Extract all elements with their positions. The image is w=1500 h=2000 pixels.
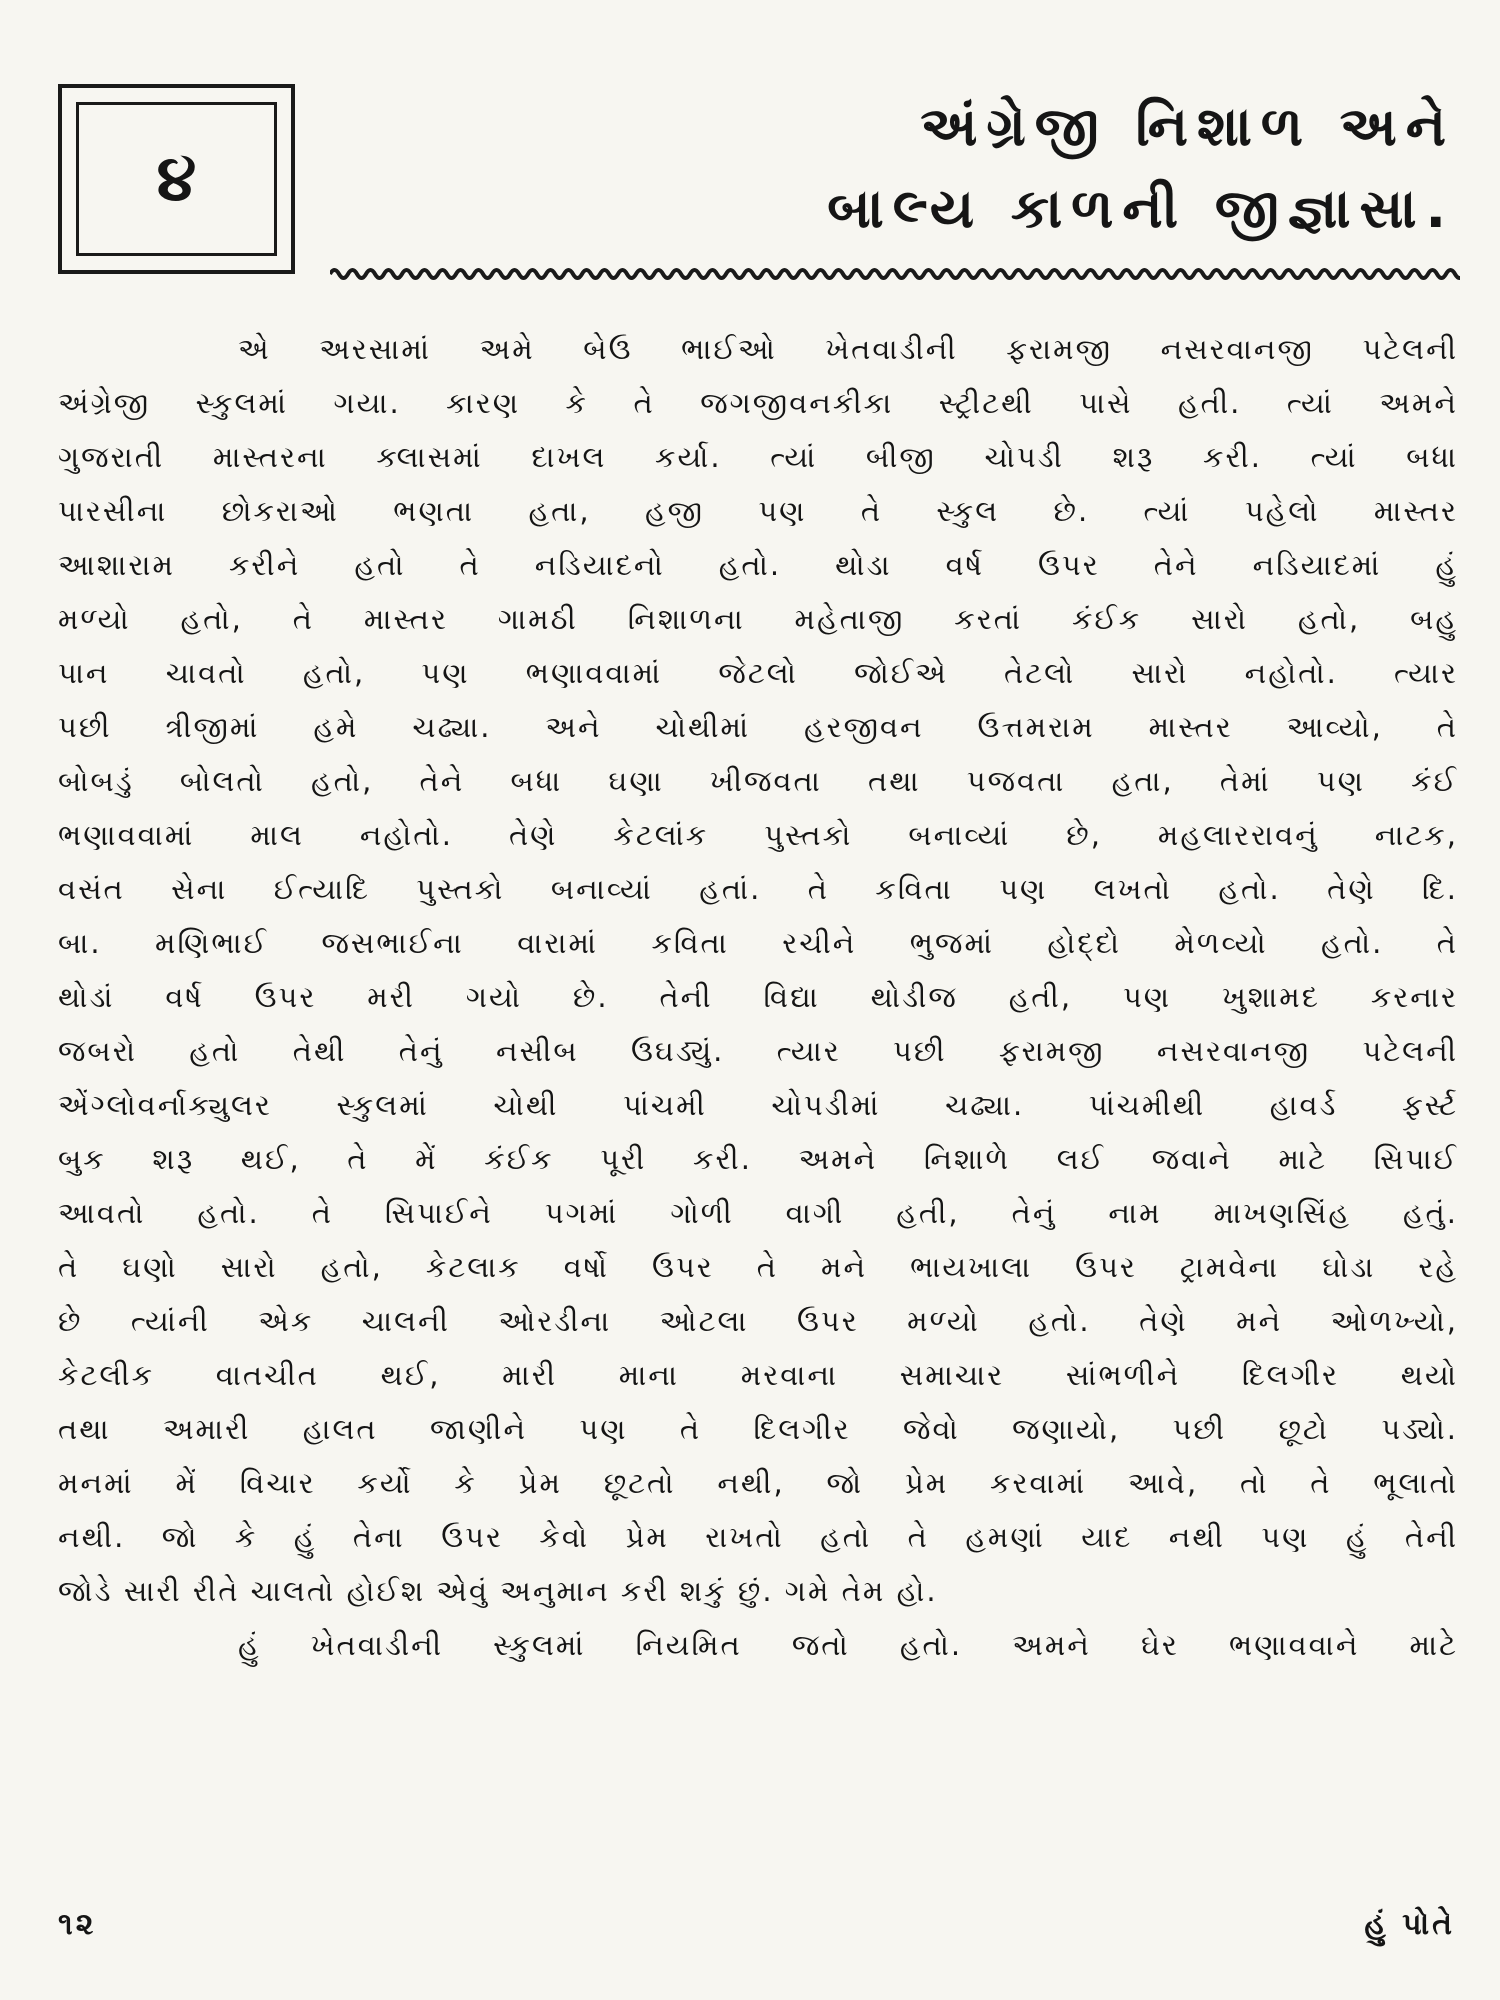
chapter-number: ૪ (156, 142, 197, 216)
paragraph-line: મનમાં મેં વિચાર કર્યો કે પ્રેમ છૂટતો નથી, જો પ્રેમ કરવામાં આવે, તો તે ભૂલાતો (58, 1466, 1458, 1500)
page-number: ૧૨ (58, 1907, 97, 1942)
paragraph-line: બા. મણિભાઈ જસભાઈના વારામાં કવિતા રચીને ભુજમાં હોદ્દો મેળવ્યો હતો. તે (58, 926, 1458, 960)
paragraph-line: એ અરસામાં અમે બેઉ ભાઈઓ ખેતવાડીની ફરામજી નસરવાનજી પટેલની (238, 332, 1458, 366)
paragraph-line: પાન ચાવતો હતો, પણ ભણાવવામાં જેટલો જોઈએ તેટલો સારો નહોતો. ત્યાર (58, 656, 1458, 690)
paragraph-line: આવતો હતો. તે સિપાઈને પગમાં ગોળી વાગી હતી, તેનું નામ માખણસિંહ હતું. (58, 1196, 1458, 1230)
paragraph-line: જબરો હતો તેથી તેનું નસીબ ઉઘડ્યું. ત્યાર પછી ફરામજી નસરવાનજી પટેલની (58, 1034, 1458, 1068)
chapter-number-box (58, 84, 295, 274)
paragraph-line: કેટલીક વાતચીત થઈ, મારી માના મરવાના સમાચાર સાંભળીને દિલગીર થયો (58, 1358, 1458, 1392)
paragraph-line: એંગ્લોવર્નાક્યુલર સ્કુલમાં ચોથી પાંચમી ચોપડીમાં ચઢ્યા. પાંચમીથી હાવર્ડ ફર્સ્ટ (58, 1088, 1458, 1122)
paragraph-line: આશારામ કરીને હતો તે નડિયાદનો હતો. થોડા વર્ષ ઉપર તેને નડિયાદમાં હું (58, 548, 1458, 582)
paragraph-line: અંગ્રેજી સ્કુલમાં ગયા. કારણ કે તે જગજીવનકીકા સ્ટ્રીટથી પાસે હતી. ત્યાં અમને (58, 386, 1458, 420)
paragraph-line: થોડાં વર્ષ ઉપર મરી ગયો છે. તેની વિદ્યા થોડીજ હતી, પણ ખુશામદ કરનાર (58, 980, 1458, 1014)
paragraph-line: તથા અમારી હાલત જાણીને પણ તે દિલગીર જેવો જણાયો, પછી છૂટો પડ્યો. (58, 1412, 1458, 1446)
paragraph-line: તે ઘણો સારો હતો, કેટલાક વર્ષો ઉપર તે મને ભાયખાલા ઉપર ટ્રામવેના ઘોડા રહે (58, 1250, 1458, 1284)
running-footer-title: હું પોતે (1364, 1907, 1455, 1942)
paragraph-line: વસંત સેના ઈત્યાદિ પુસ્તકો બનાવ્યાં હતાં. તે કવિતા પણ લખતો હતો. તેણે દિ. (58, 872, 1458, 906)
paragraph-line-last: જોડે સારી રીતે ચાલતો હોઈશ એવું અનુમાન કરી શકું છું. ગમે તેમ હો. (58, 1574, 938, 1608)
paragraph-line: પારસીના છોકરાઓ ભણતા હતા, હજી પણ તે સ્કુલ છે. ત્યાં પહેલો માસ્તર (58, 494, 1458, 528)
paragraph-line: નથી. જો કે હું તેના ઉપર કેવો પ્રેમ રાખતો હતો તે હમણાં યાદ નથી પણ હું તેની (58, 1520, 1458, 1554)
chapter-title-line-1: અંગ્રેજી નિશાળ અને (920, 95, 1455, 158)
chapter-title (355, 86, 1455, 250)
body-text (58, 322, 1458, 1672)
paragraph-line: મળ્યો હતો, તે માસ્તર ગામઠી નિશાળના મહેતાજી કરતાં કંઈક સારો હતો, બહુ (58, 602, 1458, 636)
chapter-number-inner-frame (76, 102, 277, 256)
paragraph-line: ભણાવવામાં માલ નહોતો. તેણે કેટલાંક પુસ્તકો બનાવ્યાં છે, મહલારરાવનું નાટક, (58, 818, 1458, 852)
paragraph-line: પછી ત્રીજીમાં હમે ચઢ્યા. અને ચોથીમાં હરજીવન ઉત્તમરામ માસ્તર આવ્યો, તે (58, 710, 1458, 744)
wavy-divider (330, 262, 1460, 286)
paragraph-line: બુક શરૂ થઈ, તે મેં કંઈક પૂરી કરી. અમને નિશાળે લઈ જવાને માટે સિપાઈ (58, 1142, 1458, 1176)
paragraph-line: હું ખેતવાડીની સ્કુલમાં નિયમિત જતો હતો. અમને ઘેર ભણાવવાને માટે (238, 1628, 1458, 1662)
paragraph-line: ગુજરાતી માસ્તરના ક્લાસમાં દાખલ કર્યા. ત્યાં બીજી ચોપડી શરૂ કરી. ત્યાં બધા (58, 440, 1458, 474)
paragraph-line: બોબડું બોલતો હતો, તેને બધા ઘણા ખીજવતા તથા પજવતા હતા, તેમાં પણ કંઈ (58, 764, 1458, 798)
chapter-title-line-2: બાલ્ય કાળની જીજ્ઞાસા. (827, 177, 1455, 240)
paragraph-line: છે ત્યાંની એક ચાલની ઓરડીના ઓટલા ઉપર મળ્યો હતો. તેણે મને ઓળખ્યો, (58, 1304, 1458, 1338)
